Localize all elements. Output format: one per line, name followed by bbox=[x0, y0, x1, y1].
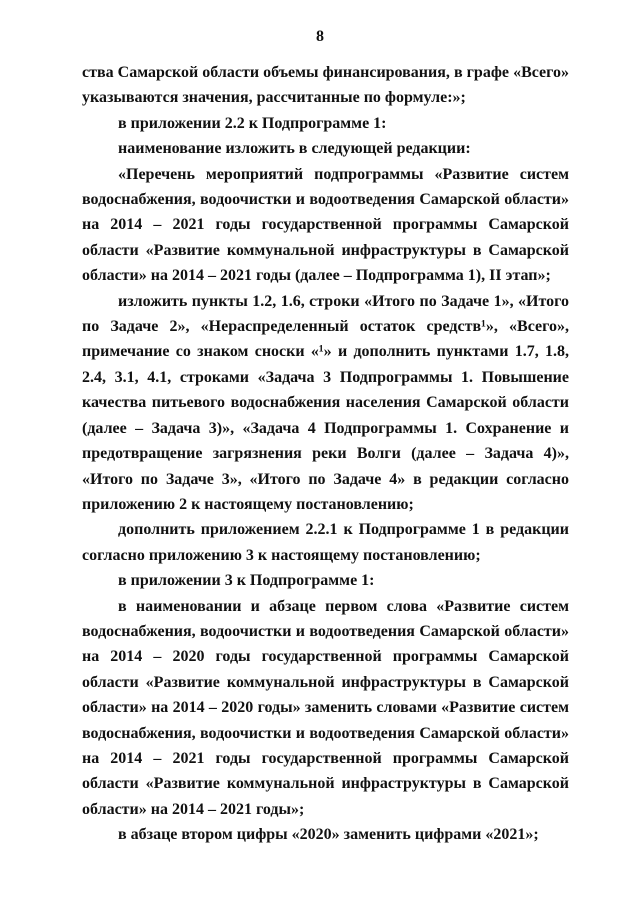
paragraph-list-title: «Перечень мероприятий подпрограммы «Развитие систем водоснабжения, водоочистки и водоотведения Самарской области» на 2014 – 2021 годы государственной программы Самарской области «Развитие коммунальной инфраструктуры в Самарской области» на 2014 – 2021 годы (далее – Подпрограмма 1), II этап»; bbox=[82, 165, 569, 285]
page-number: 8 bbox=[316, 28, 324, 45]
paragraph-items-update: изложить пункты 1.2, 1.6, строки «Итого по Задаче 1», «Итого по Задаче 2», «Нераспределенный остаток средств¹», «Всего», примечание со знаком сноски «¹» и дополнить пунктами 1.7, 1.8, 2.4, 3.1, 4.1, строками «Задача 3 Подпрограммы 1. Повышение качества питьевого водоснабжения населения Самарской области (далее – Задача 3)», «Задача 4 Подпрограммы 1. Сохранение и предотвращение загрязнения реки Волги (далее – Задача 4)», «Итого по Задаче 3», «Итого по Задаче 4» в редакции согласно приложению 2 к настоящему постановлению; bbox=[82, 292, 569, 513]
paragraph-continuation: ства Самарской области объемы финансирования, в графе «Всего» указываются значения, рассчитанные по формуле:»; bbox=[82, 64, 569, 107]
paragraph-appendix-3: в приложении 3 к Подпрограмме 1: bbox=[118, 572, 375, 590]
paragraph-appendix-2-2-1: дополнить приложением 2.2.1 к Подпрограмме 1 в редакции согласно приложению 3 к настоящему постановлению; bbox=[82, 521, 569, 564]
document-body bbox=[82, 60, 569, 848]
paragraph-name-edit: наименование изложить в следующей редакции: bbox=[118, 140, 471, 158]
paragraph-appendix-2-2: в приложении 2.2 к Подпрограмме 1: bbox=[118, 114, 387, 132]
paragraph-digits-replace: в абзаце втором цифры «2020» заменить цифрами «2021»; bbox=[118, 826, 539, 844]
paragraph-words-replace: в наименовании и абзаце первом слова «Развитие систем водоснабжения, водоочистки и водоотведения Самарской области» на 2014 – 2020 годы государственной программы Самарской области «Развитие коммунальной инфраструктуры в Самарской области» на 2014 – 2020 годы» заменить словами «Развитие систем водоснабжения, водоочистки и водоотведения Самарской области» на 2014 – 2021 годы государственной программы Самарской области «Развитие коммунальной инфраструктуры в Самарской области» на 2014 – 2021 годы»; bbox=[82, 597, 569, 818]
